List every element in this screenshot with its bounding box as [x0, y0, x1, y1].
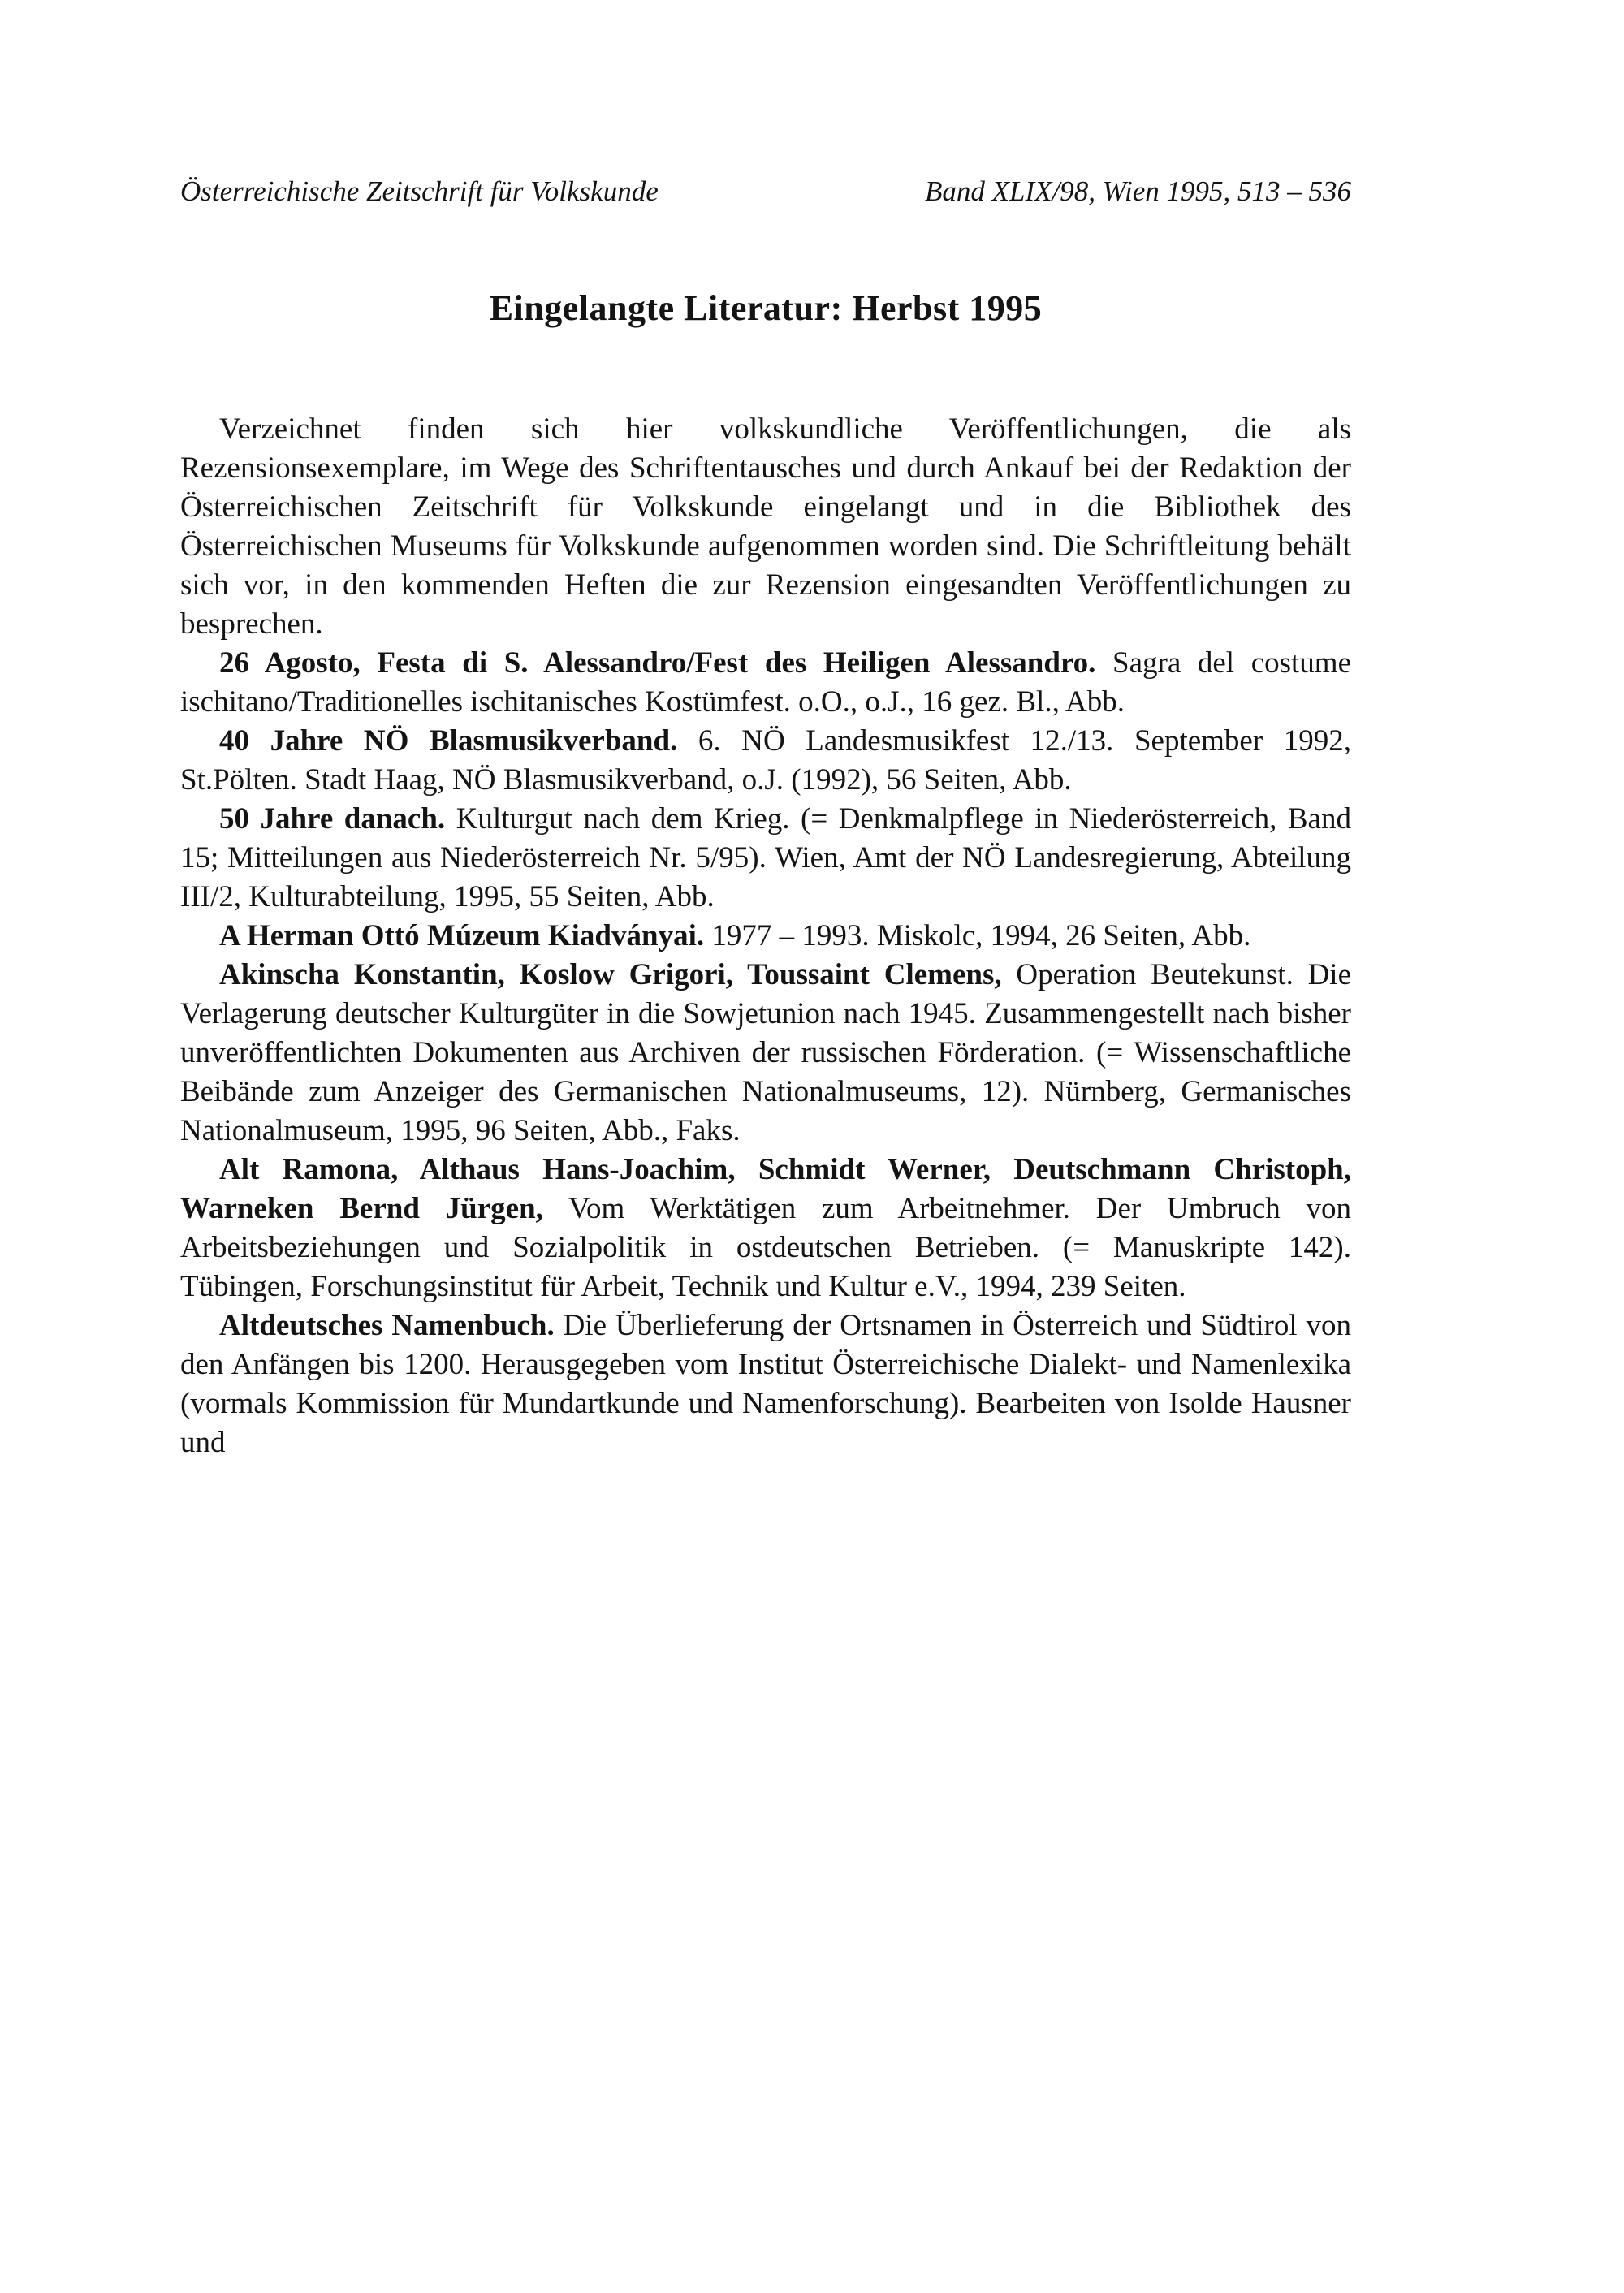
page-title: Eingelangte Literatur: Herbst 1995: [489, 288, 1043, 328]
entry-lead: A Herman Ottó Múzeum Kiadványai.: [219, 919, 705, 952]
entry-lead: Altdeutsches Namenbuch.: [219, 1309, 555, 1342]
entry-lead: 40 Jahre NÖ Blasmusikverband.: [219, 724, 678, 758]
entry-text: Vom Werktätigen zum Arbeitnehmer. Der Umbruch von Arbeitsbeziehungen und Sozialpolitik in ostdeutschen Betrieben. (= Manuskripte 142). Tübingen, Forschungsinstitut für Arbeit, Technik und Kultur e.V., 1994, 239 Seiten.: [180, 1192, 1352, 1303]
intro-paragraph: Verzeichnet finden sich hier volkskundliche Veröffentlichungen, die als Rezensionsexemplare, im Wege des Schriftentausches und durch Ankauf bei der Redaktion der Österreichischen Zeitschrift für Volkskunde eingelangt und in die Bibliothek des Österreichischen Museums für Volkskunde aufgenommen worden sind. Die Schriftleitung behält sich vor, in den kommenden Heften die zur Rezension eingesandten Veröffentlichungen zu besprechen.: [180, 412, 1351, 641]
entry-text: 1977 – 1993. Miskolc, 1994, 26 Seiten, Abb.: [704, 919, 1251, 952]
entry-item: [180, 1306, 1351, 1462]
entry-item: [180, 917, 1351, 956]
entry-item: [180, 956, 1351, 1151]
journal-name: Österreichische Zeitschrift für Volkskunde: [180, 175, 659, 207]
body-text: [180, 410, 1351, 1462]
entry-item: [180, 644, 1351, 722]
entry-item: [180, 722, 1351, 800]
volume-info: Band XLIX/98, Wien 1995, 513 – 536: [925, 175, 1351, 207]
entry-lead: Akinscha Konstantin, Koslow Grigori, Toussaint Clemens,: [219, 958, 1002, 991]
entry-lead: 26 Agosto, Festa di S. Alessandro/Fest des Heiligen Alessandro.: [219, 646, 1096, 680]
entry-text: Die Überlieferung der Ortsnamen in Österreich und Südtirol von den Anfängen bis 1200. Herausgegeben vom Institut Österreichische Dialekt- und Namenlexika (vormals Kommission für Mundartkunde und Namenforschung). Bearbeiten von Isolde Hausner und: [180, 1309, 1351, 1459]
entry-lead: 50 Jahre danach.: [219, 802, 446, 836]
entry-text: 6. NÖ Landesmusikfest 12./13. September 1992, St.Pölten. Stadt Haag, NÖ Blasmusikverband, o.J. (1992), 56 Seiten, Abb.: [180, 724, 1351, 797]
running-head: [180, 175, 1351, 209]
entry-text: Sagra del costume ischitano/Traditionelles ischitanisches Kostümfest. o.O., o.J., 16 gez. Bl., Abb.: [180, 646, 1352, 719]
entry-item: [180, 800, 1351, 917]
entry-item: [180, 1151, 1351, 1306]
entry-text: Kulturgut nach dem Krieg. (= Denkmalpflege in Niederösterreich, Band 15; Mitteilungen aus Niederösterreich Nr. 5/95). Wien, Amt der NÖ Landesregierung, Abteilung III/2, Kulturabteilung, 1995, 55 Seiten, Abb.: [180, 802, 1351, 913]
entry-text: Operation Beutekunst. Die Verlagerung deutscher Kulturgüter in die Sowjetunion nach 1945. Zusammengestellt nach bisher unveröffentlichten Dokumenten aus Archiven der russischen Förderation. (= Wissenschaftliche Beibände zum Anzeiger des Germanischen Nationalmuseums, 12). Nürnberg, Germanisches Nationalmuseum, 1995, 96 Seiten, Abb., Faks.: [180, 958, 1352, 1147]
entry-lead: Alt Ramona, Althaus Hans-Joachim, Schmidt Werner, Deutschmann Christoph, Warneken Bernd Jürgen,: [180, 1153, 1351, 1225]
